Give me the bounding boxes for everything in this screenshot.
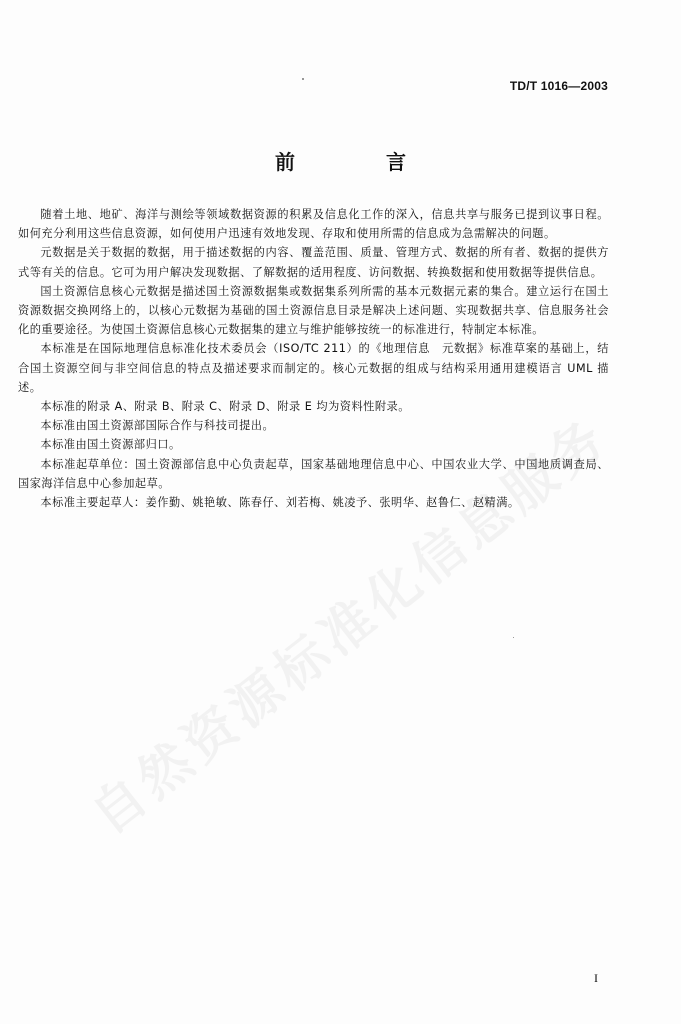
paragraph: 元数据是关于数据的数据，用于描述数据的内容、覆盖范围、质量、管理方式、数据的所有者、数据的提供方式等有关的信息。它可为用户解决发现数据、了解数据的适用程度、访问数据、转换数据和使用数据等提供信息。: [18, 246, 609, 279]
body-text: [18, 205, 609, 512]
paragraph: 本标准由国土资源部归口。: [40, 438, 181, 452]
page-number: I: [594, 971, 598, 985]
paragraph: 随着土地、地矿、海洋与测绘等领域数据资源的积累及信息化工作的深入，信息共享与服务已提到议事日程。如何充分利用这些信息资源，如何使用户迅速有效地发现、存取和使用所需的信息成为急需解决的问题。: [18, 208, 609, 241]
page-title: 前 言: [275, 150, 448, 174]
paragraph: 本标准起草单位：国土资源部信息中心负责起草，国家基础地理信息中心、中国农业大学、中国地质调查局、国家海洋信息中心参加起草。: [18, 457, 609, 490]
paragraph: 本标准由国土资源部国际合作与科技司提出。: [40, 419, 275, 433]
paragraph: 本标准主要起草人：姜作勤、姚艳敏、陈春仔、刘若梅、姚凌予、张明华、赵鲁仁、赵精满。: [40, 496, 520, 510]
scan-speck: [302, 78, 304, 80]
paragraph: 本标准的附录 A、附录 B、附录 C、附录 D、附录 E 均为资料性附录。: [40, 400, 410, 414]
paragraph: 本标准是在国际地理信息标准化技术委员会（ISO/TC 211）的《地理信息 元数据》标准草案的基础上，结合国土资源空间与非空间信息的特点及描述要求而制定的。核心元数据的组成与结构采用通用建模语言 UML 描述。: [18, 342, 609, 394]
paragraph: 国土资源信息核心元数据是描述国土资源数据集或数据集系列所需的基本元数据元素的集合。建立运行在国土资源数据交换网络上的，以核心元数据为基础的国土资源信息目录是解决上述问题、实现数据共享、信息服务社会化的重要途径。为使国土资源信息核心元数据集的建立与维护能够按统一的标准进行，特制定本标准。: [18, 284, 609, 337]
standard-number: TD/T 1016—2003: [509, 79, 608, 93]
scan-speck: [513, 637, 514, 638]
